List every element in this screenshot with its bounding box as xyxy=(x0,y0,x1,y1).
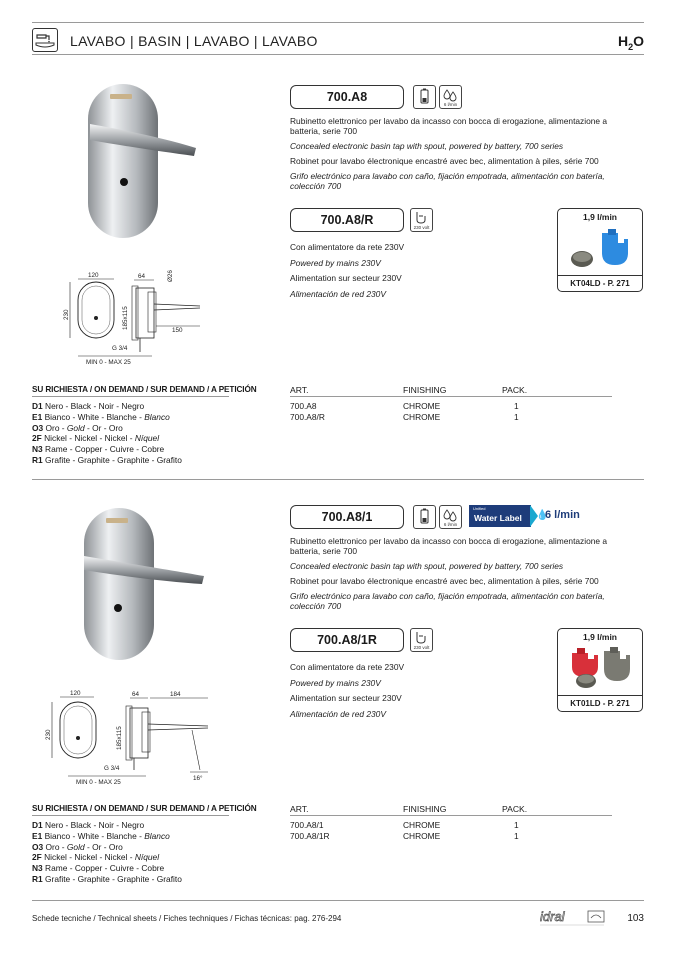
unified-water-label xyxy=(469,505,601,527)
footer-rule xyxy=(32,900,644,901)
h2o-h: H xyxy=(617,33,629,49)
table-row-art: 700.A8 700.A8/R xyxy=(290,401,325,422)
battery-icon xyxy=(413,505,436,529)
water-label-small: Unified xyxy=(473,506,486,511)
flow-rate-drop-icon xyxy=(439,85,462,109)
flow-icon-text: 6 l/min xyxy=(443,522,458,527)
table-row-finishing: CHROME CHROME xyxy=(403,401,441,422)
finish-e1: E1 Bianco - White - Blanche - Blanco xyxy=(32,411,170,422)
product-photo-700-a8 xyxy=(84,82,204,242)
desc-es: Grifo electrónico para lavabo con caño, fijación empotrada, alimentación con batería, colección 700 xyxy=(290,171,605,191)
desc-fr: Robinet pour lavabo électronique encastré avec bec, alimentation à piles, série 700 xyxy=(290,576,599,586)
finish-r1: R1 Grafite - Graphite - Graphite - Grafito xyxy=(32,873,182,884)
dim-230: 230 xyxy=(63,309,70,320)
col-finishing: FINISHING xyxy=(403,804,447,814)
dim-64: 64 xyxy=(132,691,140,698)
dim-184: 184 xyxy=(170,691,181,698)
dim-120: 120 xyxy=(88,272,99,279)
desc-it: Rubinetto elettronico per lavabo da incasso con bocca di erogazione, alimentazione a batteria, serie 700 xyxy=(290,116,608,136)
on-demand-rule xyxy=(32,396,229,397)
desc-en: Concealed electronic basin tap with spout, powered by battery, 700 series xyxy=(290,141,564,151)
h2o-2: 2 xyxy=(628,41,634,52)
desc-fr: Robinet pour lavabo électronique encastré avec bec, alimentation à piles, série 700 xyxy=(290,156,599,166)
dim-min-max: MIN 0 - MAX 25 xyxy=(76,779,121,786)
table-row-art: 700.A8/1 700.A8/1R xyxy=(290,820,330,841)
vdesc-it: Con alimentatore da rete 230V xyxy=(290,242,405,252)
finish-r1: R1 Grafite - Graphite - Graphite - Grafito xyxy=(32,454,182,465)
h2o-mark xyxy=(618,33,644,52)
water-drop-icon: 💧 xyxy=(536,510,549,521)
mains-icon-text: 230 volt xyxy=(413,645,430,650)
battery-icon xyxy=(413,85,436,109)
vdesc-es: Alimentación de red 230V xyxy=(290,708,386,719)
aerator-code: KT01LD - P. 271 xyxy=(570,699,630,708)
finish-n3: N3 Rame - Copper - Cuivre - Cobre xyxy=(32,444,165,455)
table-rule xyxy=(290,815,612,816)
on-demand-header: SU RICHIESTA / ON DEMAND / SUR DEMAND / A PETICIÓN xyxy=(32,804,257,813)
header-top-rule xyxy=(32,22,644,23)
aerator-cap-red-grey-image xyxy=(564,643,636,693)
model-label-700-a8-1r: 700.A8/1R xyxy=(290,628,404,652)
description-700-a8-1 xyxy=(290,536,630,616)
dim-g34: G 3/4 xyxy=(104,765,120,772)
mains-plug-icon xyxy=(410,628,433,652)
flow-rate-drop-icon xyxy=(439,505,462,529)
col-pack: PACK. xyxy=(502,804,528,814)
section-divider xyxy=(32,479,644,480)
desc-es: Grifo electrónico para lavabo con caño, fijación empotrada, alimentación con batería, colección 700 xyxy=(290,591,605,611)
vdesc-es: Alimentación de red 230V xyxy=(290,288,386,299)
flow-icon-text: 6 l/min xyxy=(443,102,458,107)
aerator-separator xyxy=(558,695,642,696)
col-art: ART. xyxy=(290,385,309,395)
vdesc-en: Powered by mains 230V xyxy=(290,257,381,268)
dim-150: 150 xyxy=(172,327,183,334)
finishes-list-1 xyxy=(32,401,182,466)
model-label-700-a8-1: 700.A8/1 xyxy=(290,505,404,529)
dim-230: 230 xyxy=(45,729,52,740)
on-demand-header: SU RICHIESTA / ON DEMAND / SUR DEMAND / A PETICIÓN xyxy=(32,385,257,394)
aerator-separator xyxy=(558,275,642,276)
dim-185: 185x115 xyxy=(122,306,129,330)
water-label-flow: 6 l/min xyxy=(545,509,580,521)
finish-2f: 2F Nickel - Nickel - Nickel - Níquel xyxy=(32,433,160,444)
water-label-badge xyxy=(469,505,531,527)
table-row-pack: 1 1 xyxy=(514,401,519,422)
desc-en: Concealed electronic basin tap with spout, powered by battery, 700 series xyxy=(290,561,564,571)
mains-plug-icon xyxy=(410,208,433,232)
description-700-a8 xyxy=(290,116,630,196)
model-label-700-a8: 700.A8 xyxy=(290,85,404,109)
table-row-finishing: CHROME CHROME xyxy=(403,820,441,841)
table-row-pack: 1 1 xyxy=(514,820,519,841)
basin-tap-icon xyxy=(32,28,58,52)
finish-n3: N3 Rame - Copper - Cuivre - Cobre xyxy=(32,863,165,874)
desc-it: Rubinetto elettronico per lavabo da incasso con bocca di erogazione, alimentazione a batteria, serie 700 xyxy=(290,536,608,556)
finish-d1: D1 Nero - Black - Noir - Negro xyxy=(32,820,145,830)
finish-2f: 2F Nickel - Nickel - Nickel - Níquel xyxy=(32,852,160,863)
table-rule xyxy=(290,396,612,397)
h2o-o: O xyxy=(633,33,644,49)
col-finishing: FINISHING xyxy=(403,385,447,395)
aerator-flow: 1,9 l/min xyxy=(582,212,617,222)
product-photo-700-a8-1 xyxy=(80,506,210,666)
dim-185: 185x115 xyxy=(116,726,123,750)
header-bottom-rule xyxy=(32,54,644,55)
aerator-part-box-kt04ld xyxy=(557,208,643,292)
on-demand-rule xyxy=(32,815,229,816)
finish-o3: O3 Oro - Gold - Or - Oro xyxy=(32,422,123,433)
mains-icon-text: 230 volt xyxy=(413,225,430,230)
finishes-list-2 xyxy=(32,820,182,885)
water-label-title: Water Label xyxy=(474,513,522,523)
svg-text:idral: idral xyxy=(540,909,565,924)
finish-o3: O3 Oro - Gold - Or - Oro xyxy=(32,841,123,852)
vdesc-fr: Alimentation sur secteur 230V xyxy=(290,693,402,703)
vdesc-it: Con alimentatore da rete 230V xyxy=(290,662,405,672)
technical-drawing-700-a8 xyxy=(52,270,202,370)
dim-26: Ø26 xyxy=(167,270,174,282)
vdesc-fr: Alimentation sur secteur 230V xyxy=(290,273,402,283)
page-number: 103 xyxy=(627,913,644,924)
page-title: LAVABO | BASIN | LAVABO | LAVABO xyxy=(70,33,318,49)
technical-drawing-700-a8-1 xyxy=(42,688,212,788)
dim-120: 120 xyxy=(70,690,81,697)
footer-technical-sheets: Schede tecniche / Technical sheets / Fiches techniques / Fichas técnicas: pag. 276-294 xyxy=(32,914,342,923)
aerator-part-box-kt01ld xyxy=(557,628,643,712)
dim-min-max: MIN 0 - MAX 25 xyxy=(86,359,131,366)
dim-angle: 16° xyxy=(193,775,203,782)
finish-e1: E1 Bianco - White - Blanche - Blanco xyxy=(32,830,170,841)
aerator-code: KT04LD - P. 271 xyxy=(570,279,630,288)
col-art: ART. xyxy=(290,804,309,814)
aerator-cap-blue-image xyxy=(564,223,636,273)
dim-g34: G 3/4 xyxy=(112,345,128,352)
col-pack: PACK. xyxy=(502,385,528,395)
aerator-flow: 1,9 l/min xyxy=(582,632,617,642)
vdesc-en: Powered by mains 230V xyxy=(290,677,381,688)
dim-64: 64 xyxy=(138,273,146,280)
idral-logo xyxy=(540,908,606,928)
finish-d1: D1 Nero - Black - Noir - Negro xyxy=(32,401,145,411)
model-label-700-a8-r: 700.A8/R xyxy=(290,208,404,232)
